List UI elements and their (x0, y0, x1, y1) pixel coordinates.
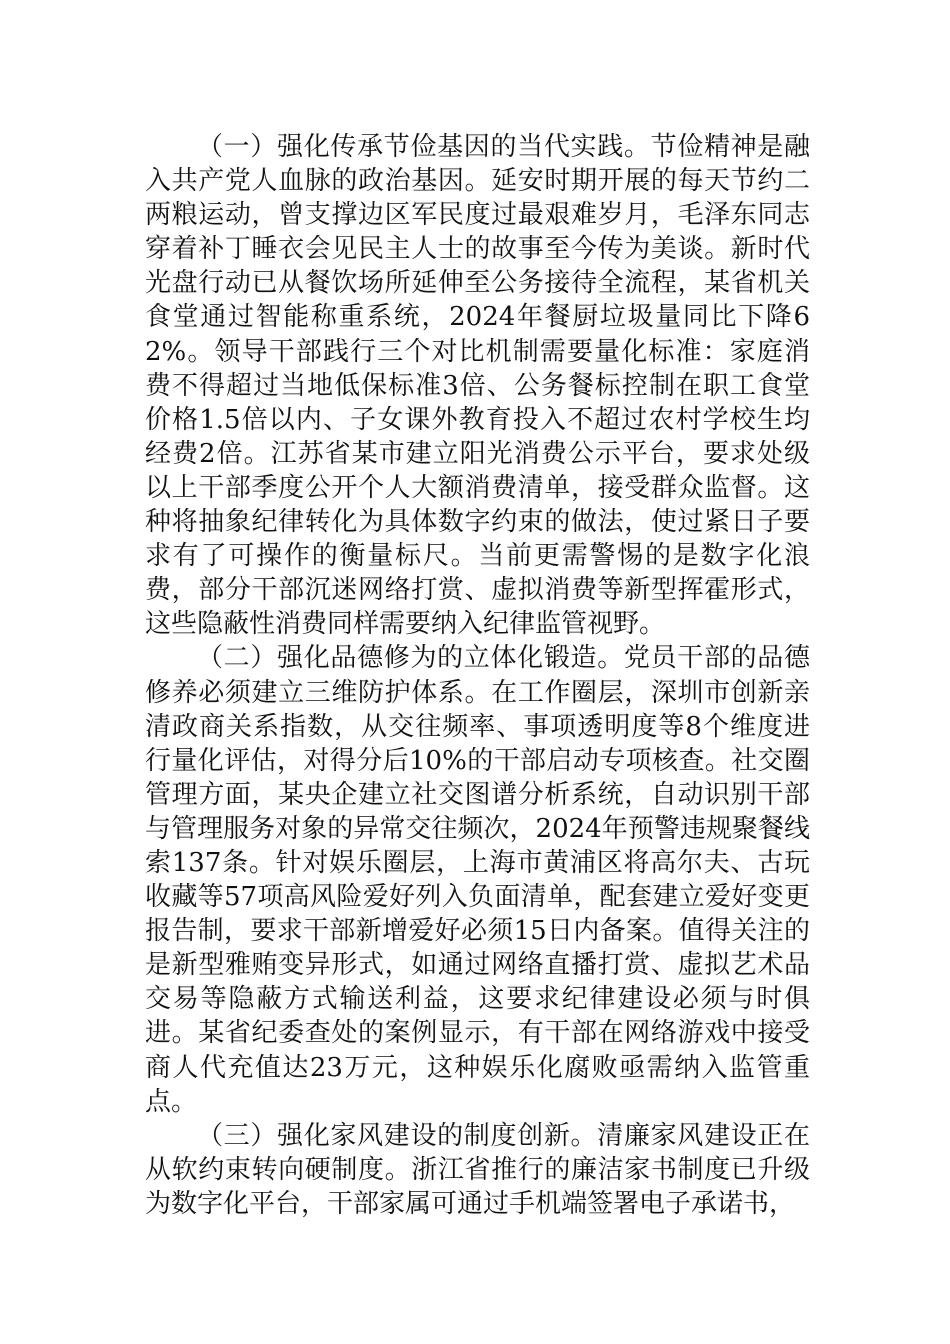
paragraph-morality: （二）强化品德修为的立体化锻造。党员干部的品德修养必须建立三维防护体系。在工作圈层，深圳市创新亲清政商关系指数，从交往频率、事项透明度等8个维度进行量化评估，对得分后10%的干部启动专项核查。社交圈管理方面，某央企建立社交图谱分析系统，自动识别干部与管理服务对象的异常交往频次，2024年预警违规聚餐线索137条。针对娱乐圈层，上海市黄浦区将高尔夫、古玩收藏等57项高风险爱好列入负面清单，配套建立爱好变更报告制，要求干部新增爱好必须15日内备案。值得关注的是新型雅贿变异形式，如通过网络直播打赏、虚拟艺术品交易等隐蔽方式输送利益，这要求纪律建设必须与时俱进。某省纪委查处的案例显示，有干部在网络游戏中接受商人代充值达23万元，这种娱乐化腐败亟需纳入监管重点。 (145, 643, 810, 1117)
paragraph-frugality: （一）强化传承节俭基因的当代实践。节俭精神是融入共产党人血脉的政治基因。延安时期开展的每天节约二两粮运动，曾支撑边区军民度过最艰难岁月，毛泽东同志穿着补丁睡衣会见民主人士的故事至今传为美谈。新时代光盘行动已从餐饮场所延伸至公务接待全流程，某省机关食堂通过智能称重系统，2024年餐厨垃圾量同比下降62%。领导干部践行三个对比机制需要量化标准：家庭消费不得超过当地低保标准3倍、公务餐标控制在职工食堂价格1.5倍以内、子女课外教育投入不超过农村学校生均经费2倍。江苏省某市建立阳光消费公示平台，要求处级以上干部季度公开个人大额消费清单，接受群众监督。这种将抽象纪律转化为具体数字约束的做法，使过紧日子要求有了可操作的衡量标尺。当前更需警惕的是数字化浪费，部分干部沉迷网络打赏、虚拟消费等新型挥霍形式，这些隐蔽性消费同样需要纳入纪律监管视野。 (145, 132, 810, 640)
paragraph-family-style: （三）强化家风建设的制度创新。清廉家风建设正在从软约束转向硬制度。浙江省推行的廉洁家书制度已升级为数字化平台，干部家属可通过手机端签署电子承诺书， (145, 1120, 810, 1219)
body-text (145, 130, 810, 1221)
